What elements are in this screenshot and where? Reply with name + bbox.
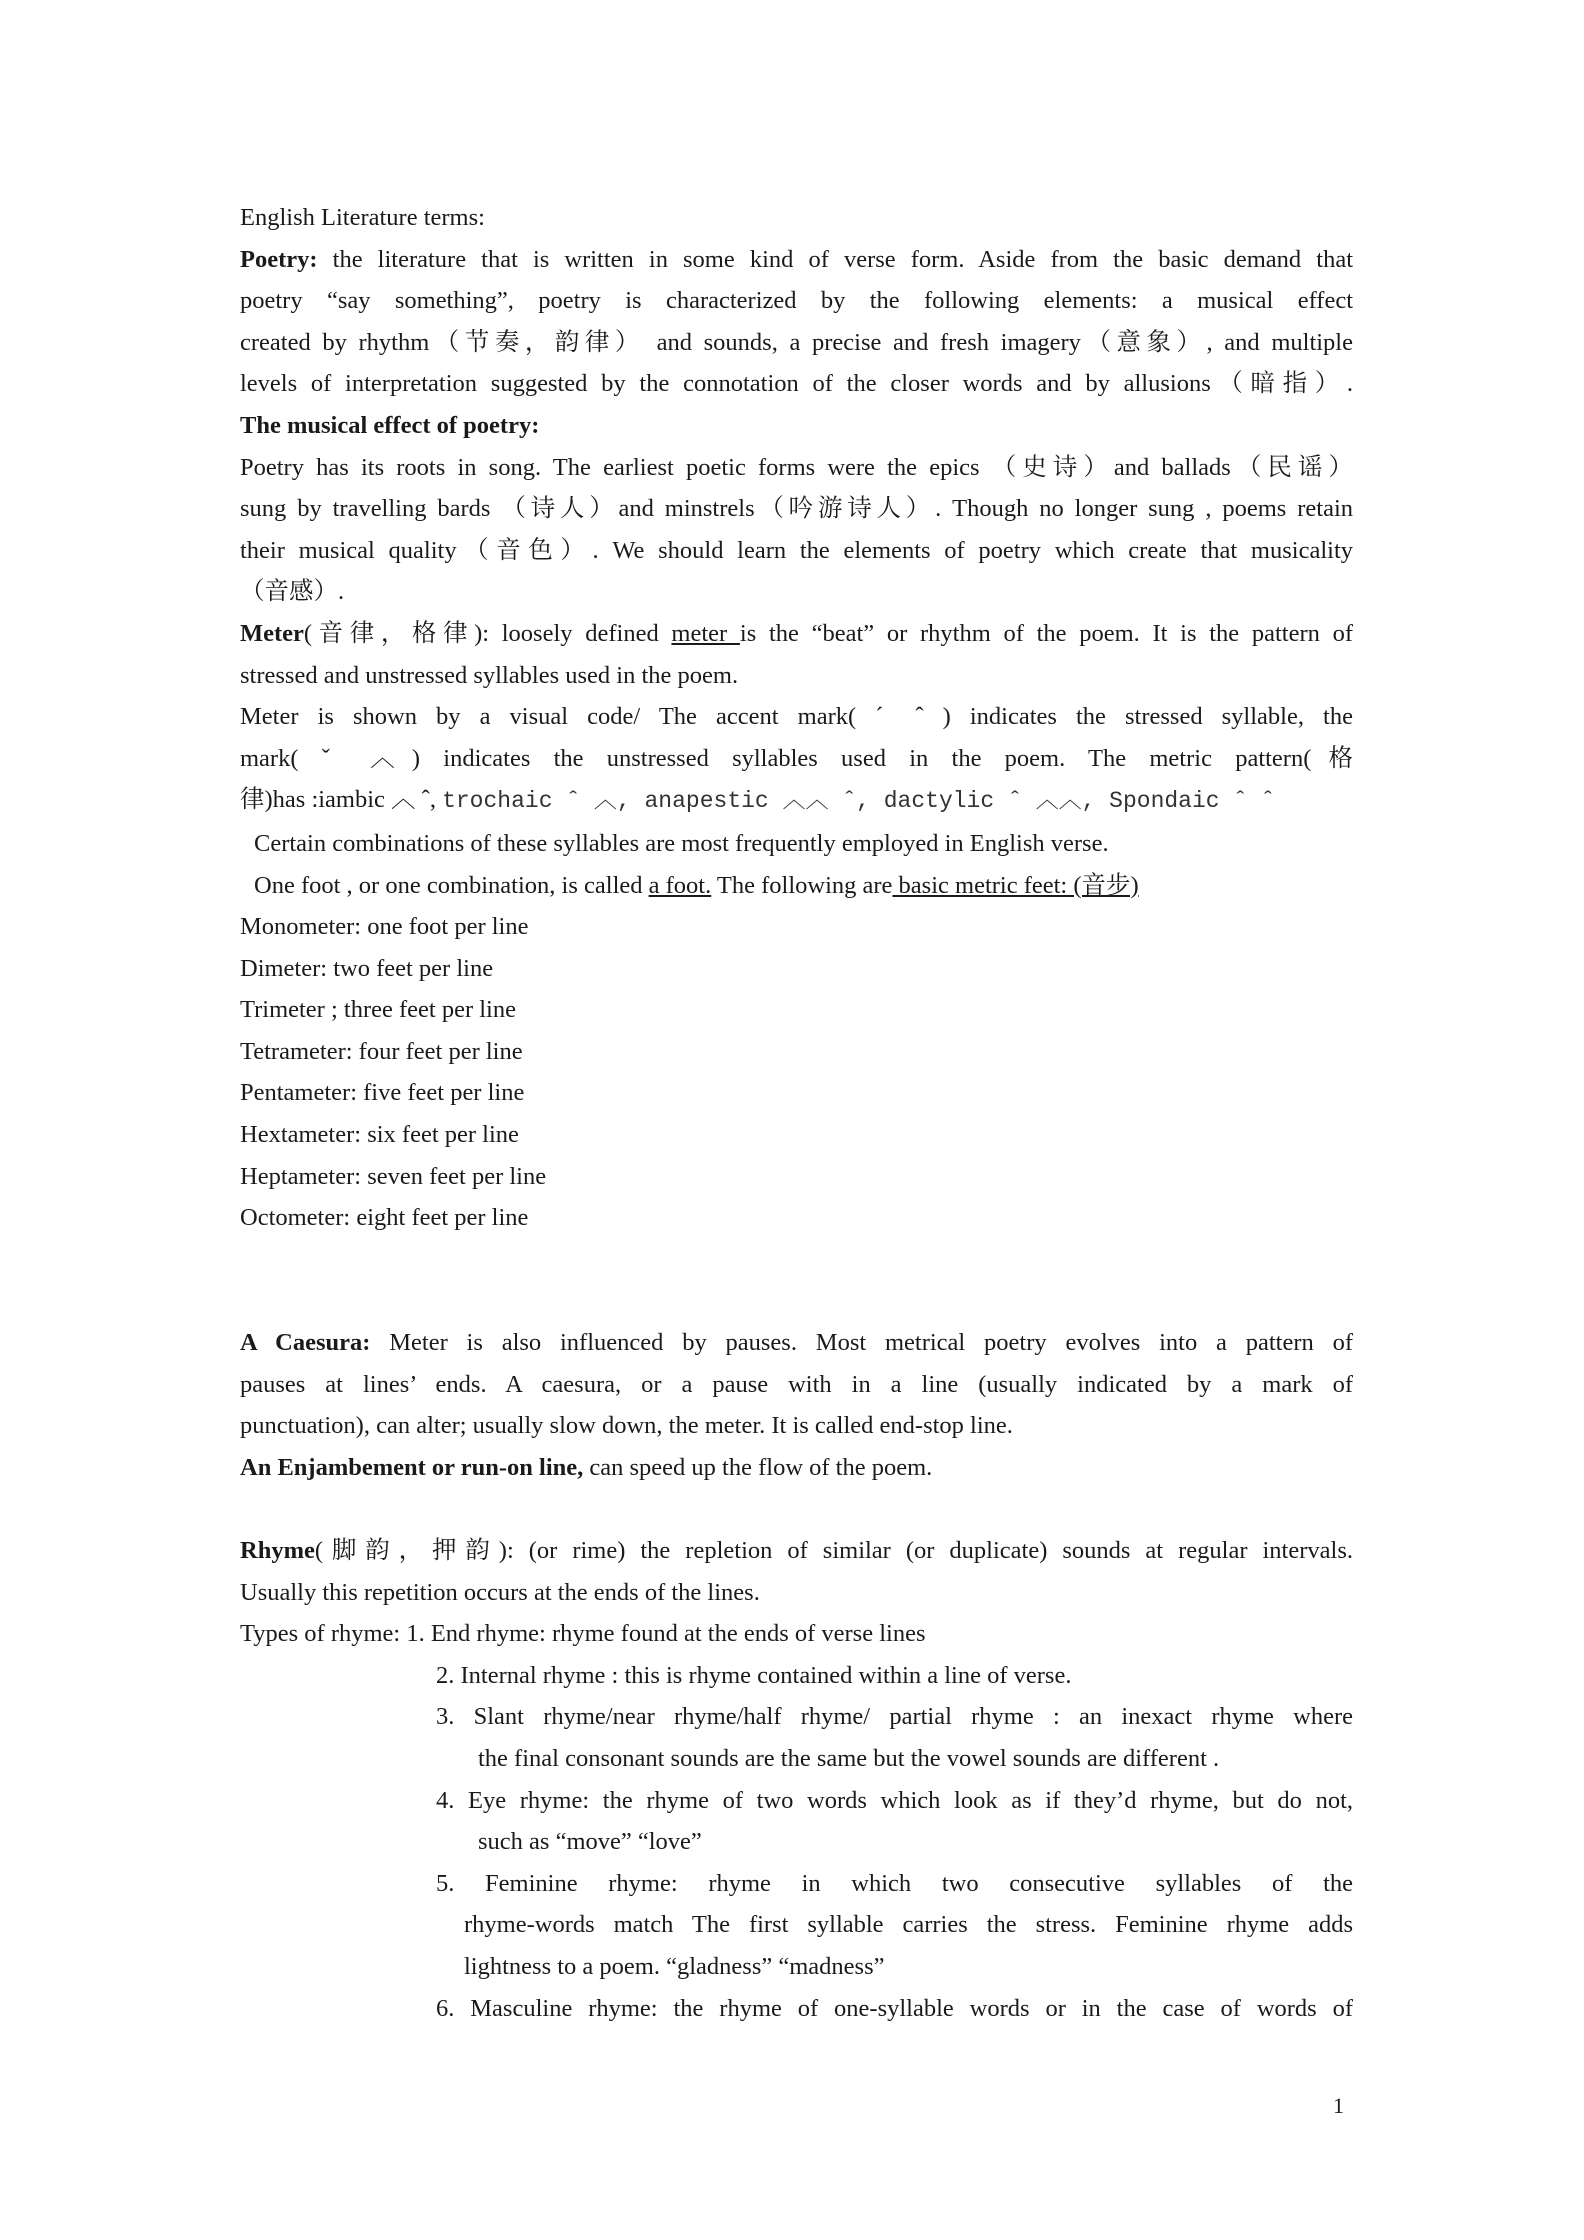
caesura-line-1: A Caesura: Meter is also influenced by pauses. Most metrical poetry evolves into a pattern of: [240, 1329, 1353, 1357]
document-body: [240, 197, 1353, 2029]
rhyme-type-3: 3. Slant rhyme/near rhyme/half rhyme/ partial rhyme : an inexact rhyme where: [436, 1703, 1353, 1731]
musical-line-2: sung by travelling bards （诗人）and minstrels（吟游诗人）. Though no longer sung , poems retain: [240, 495, 1353, 523]
caesura-term: A Caesura:: [240, 1329, 371, 1357]
enjambement-line: An Enjambement or run-on line, can speed up the flow of the poem.: [240, 1453, 933, 1481]
feet-item-pentameter: Pentameter: five feet per line: [240, 1079, 525, 1107]
meter-line-2: stressed and unstressed syllables used in the poem.: [240, 661, 739, 689]
rhyme-type-2: 2. Internal rhyme : this is rhyme contained within a line of verse.: [436, 1661, 1072, 1689]
rhyme-term: Rhyme: [240, 1537, 315, 1564]
musical-effect-heading: The musical effect of poetry:: [240, 411, 540, 439]
poetry-line-3: created by rhythm（节奏，韵律） and sounds, a precise and fresh imagery（意象）, and multiple: [240, 328, 1353, 356]
enjambement-term: An Enjambement or run-on line,: [240, 1453, 584, 1481]
musical-line-1: Poetry has its roots in song. The earliest poetic forms were the epics （史诗）and ballads（民谣）: [240, 453, 1353, 481]
rhyme-line-2: Usually this repetition occurs at the ends of the lines.: [240, 1578, 760, 1606]
rhyme-type-4: 4. Eye rhyme: the rhyme of two words which look as if they’d rhyme, but do not,: [436, 1786, 1353, 1814]
feet-item-tetrameter: Tetrameter: four feet per line: [240, 1037, 523, 1065]
feet-item-monometer: Monometer: one foot per line: [240, 913, 529, 941]
rhyme-type-5-cont: rhyme-words match The first syllable carries the stress. Feminine rhyme adds: [464, 1911, 1353, 1939]
meter-line-1: Meter(音律，格律): loosely defined meter is the “beat” or rhythm of the poem. It is the pattern of: [240, 619, 1353, 647]
musical-line-4: （音感）.: [240, 578, 345, 606]
rhyme-line-1: Rhyme(脚韵，押韵): (or rime) the repletion of similar (or duplicate) sounds at regular intervals.: [240, 1537, 1353, 1564]
poetry-line-1: Poetry: the literature that is written in some kind of verse form. Aside from the basic demand that: [240, 245, 1353, 273]
poetry-line-2: poetry “say something”, poetry is characterized by the following elements: a musical effect: [240, 287, 1353, 315]
caesura-line-2: pauses at lines’ ends. A caesura, or a pause with in a line (usually indicated by a mark of: [240, 1370, 1353, 1398]
feet-item-octometer: Octometer: eight feet per line: [240, 1204, 529, 1232]
feet-item-hextameter: Hextameter: six feet per line: [240, 1121, 519, 1149]
feet-item-trimeter: Trimeter ; three feet per line: [240, 996, 516, 1024]
caesura-line-3: punctuation), can alter; usually slow down, the meter. It is called end-stop line.: [240, 1412, 1013, 1440]
rhyme-type-3-cont: the final consonant sounds are the same but the vowel sounds are different .: [478, 1744, 1220, 1772]
meter-line-5: 律)has :iambic ︿ ˆ, trochaic ˆ ︿, anapestic ︿︿ ˆ, dactylic ˆ ︿︿, Spondaic ˆ ˆ: [240, 786, 1275, 815]
meter-line-6: Certain combinations of these syllables are most frequently employed in English verse.: [254, 829, 1109, 857]
rhyme-types-intro: Types of rhyme: 1. End rhyme: rhyme found at the ends of verse lines: [240, 1620, 926, 1648]
feet-item-dimeter: Dimeter: two feet per line: [240, 954, 494, 982]
meter-line-7: One foot , or one combination, is called a foot. The following are basic metric feet: (音步): [254, 871, 1139, 899]
meter-term: Meter: [240, 619, 304, 647]
feet-item-heptameter: Heptameter: seven feet per line: [240, 1162, 547, 1190]
musical-line-3: their musical quality（音色）. We should learn the elements of poetry which create that musicality: [240, 536, 1353, 564]
document-heading: English Literature terms:: [240, 204, 485, 231]
poetry-line-4: levels of interpretation suggested by the connotation of the closer words and by allusions（暗指）.: [240, 370, 1353, 398]
meter-line-3: Meter is shown by a visual code/ The accent mark( ˊ ˆ ) indicates the stressed syllable, the: [240, 703, 1353, 731]
rhyme-type-6: 6. Masculine rhyme: the rhyme of one-syllable words or in the case of words of: [436, 1994, 1353, 2022]
spacer: [240, 1239, 1353, 1322]
rhyme-type-4-cont: such as “move” “love”: [478, 1828, 702, 1856]
rhyme-type-5: 5. Feminine rhyme: rhyme in which two consecutive syllables of the: [436, 1869, 1353, 1897]
meter-line-4: mark( ˇ ︿) indicates the unstressed syllables used in the poem. The metric pattern(格: [240, 744, 1353, 772]
poetry-term: Poetry:: [240, 245, 318, 273]
rhyme-type-5-cont-2: lightness to a poem. “gladness” “madness”: [464, 1952, 885, 1980]
page-number: 1: [1333, 2093, 1344, 2118]
spacer: [240, 1488, 1353, 1530]
